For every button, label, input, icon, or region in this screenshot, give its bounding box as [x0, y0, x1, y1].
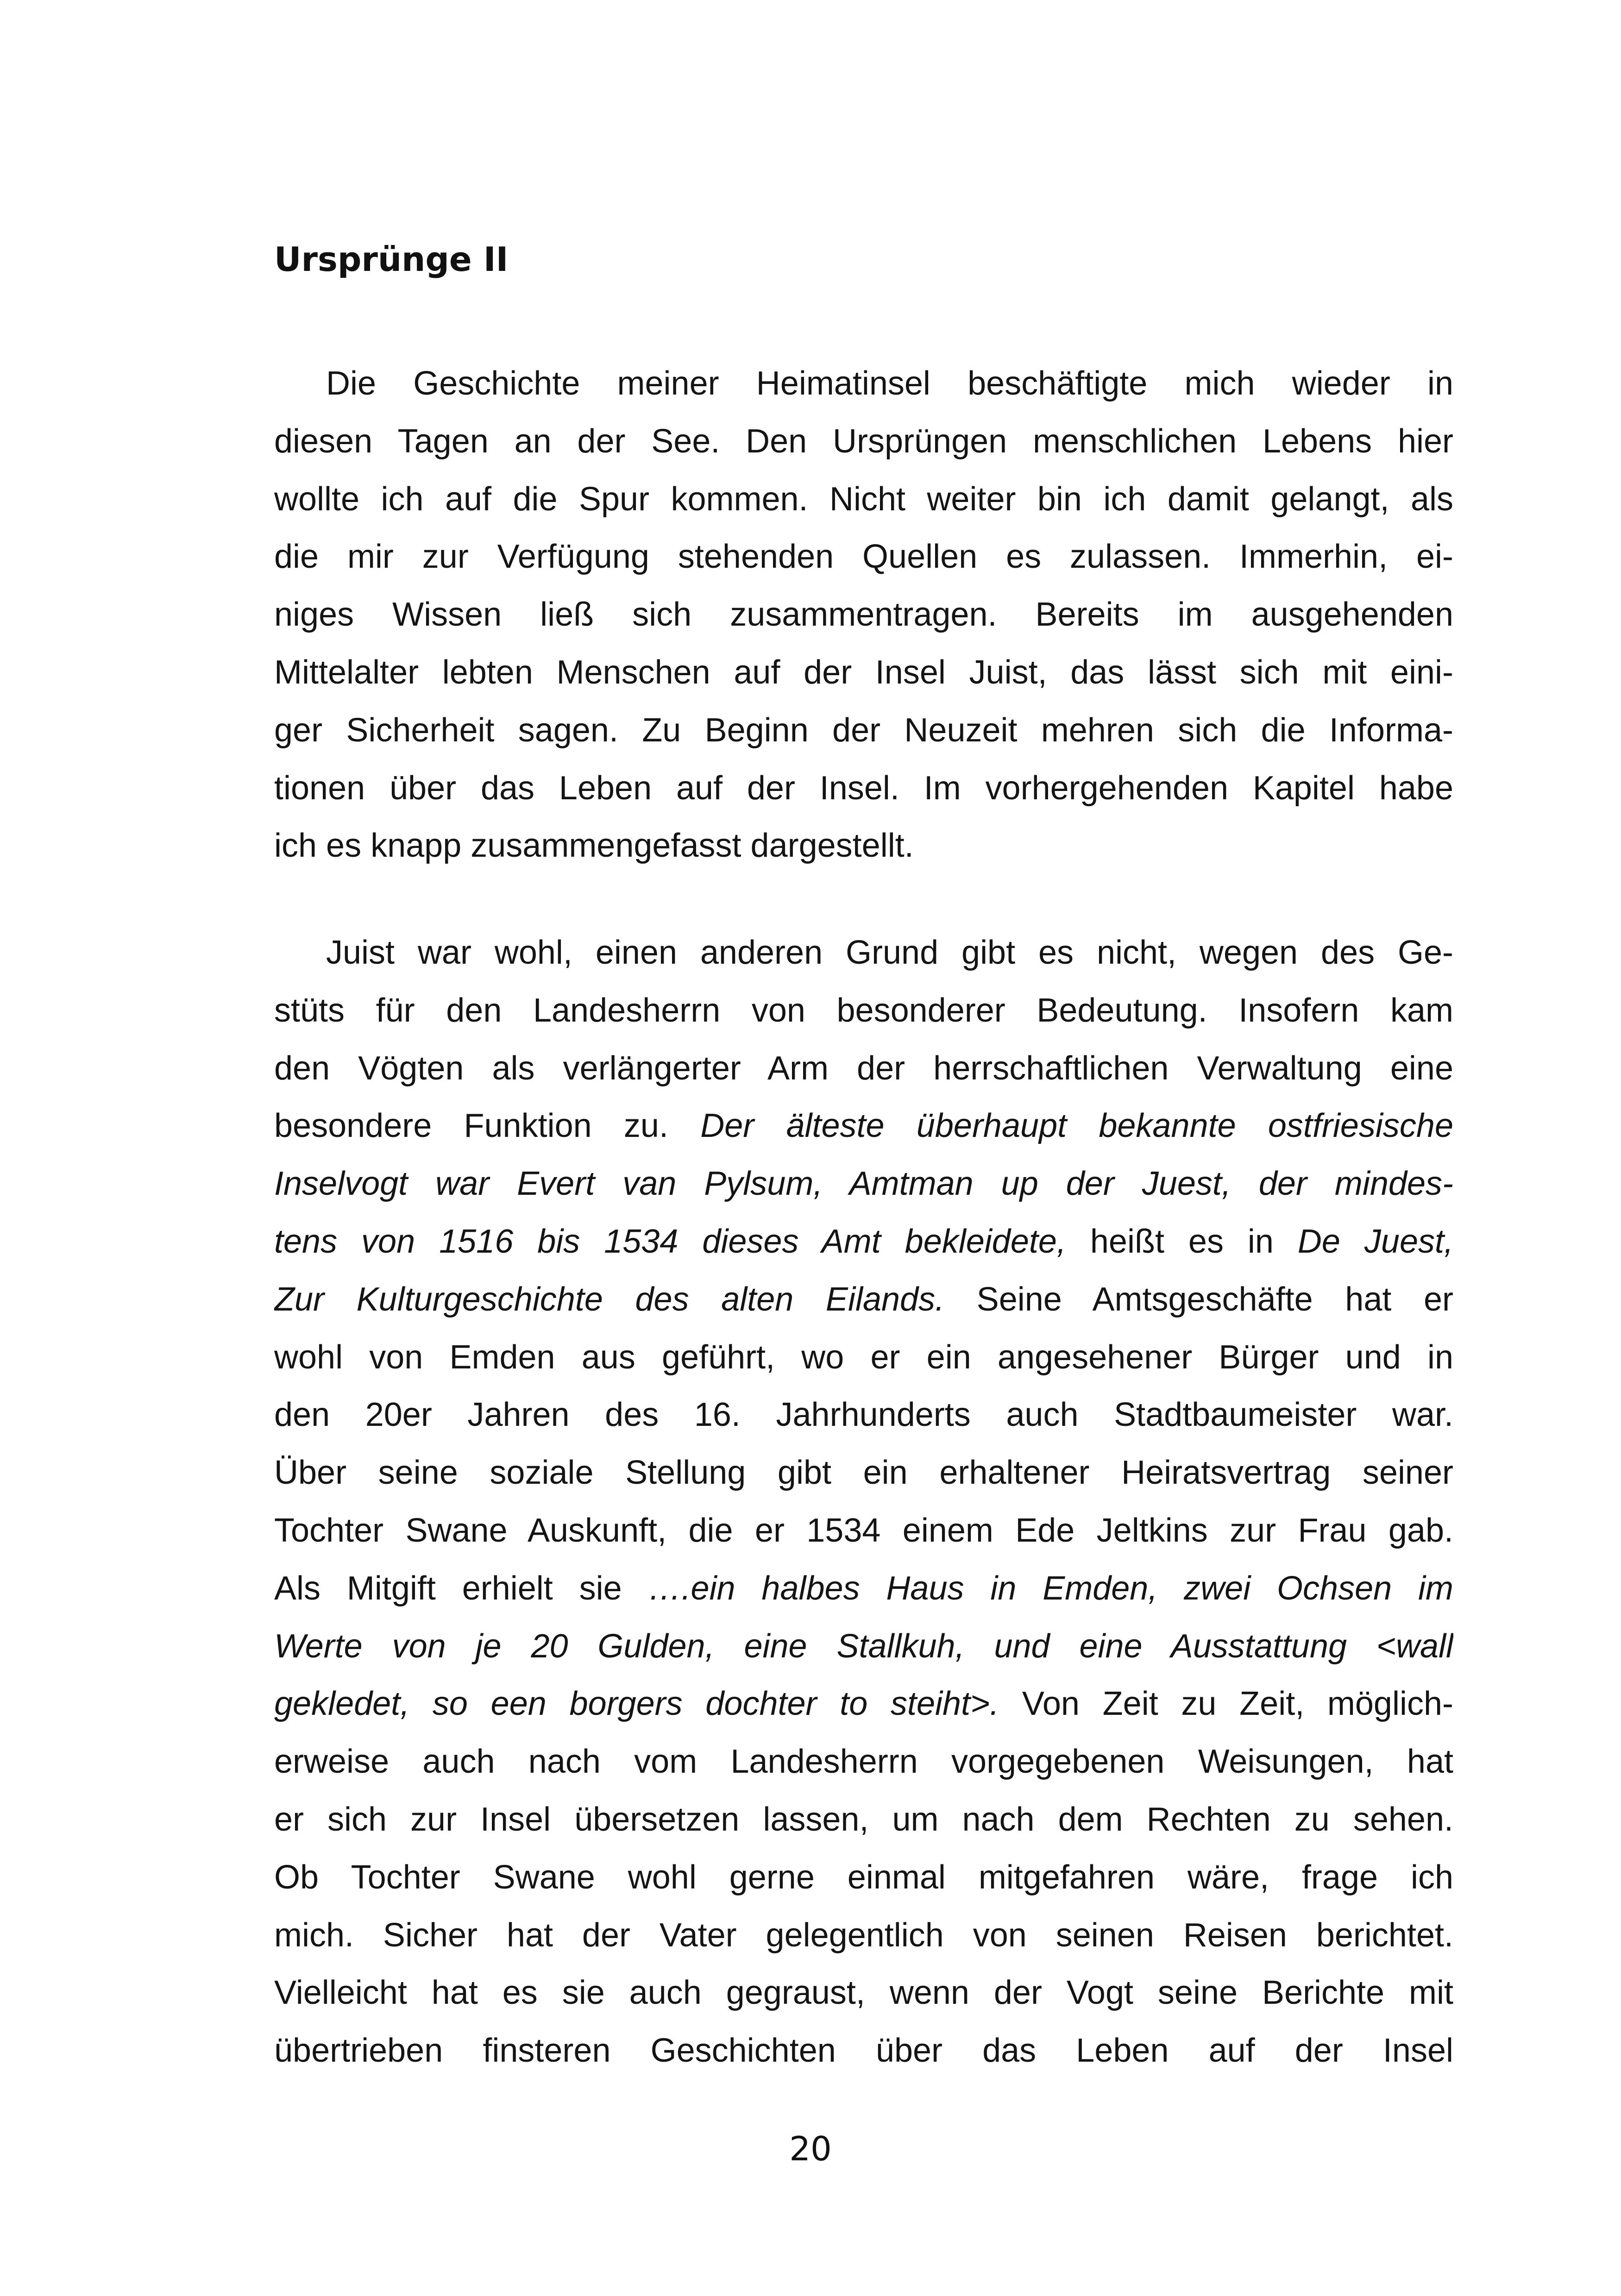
paragraph-2: [274, 924, 1453, 2080]
text-line: die mir zur Verfügung stehenden Quellen es zulassen. Immerhin, ei-: [274, 538, 1453, 576]
book-title: De Juest,: [1297, 1223, 1453, 1260]
text-line: [274, 1271, 1453, 1329]
text-line: Tochter Swane Auskunft, die er 1534 einem Ede Jeltkins zur Frau gab.: [274, 1512, 1453, 1549]
text-line: Vielleicht hat es sie auch gegraust, wenn der Vogt seine Berichte mit: [274, 1974, 1453, 2012]
text-run: heißt es in: [1066, 1223, 1298, 1260]
text-line: [274, 1618, 1453, 1675]
text-line: er sich zur Insel übersetzen lassen, um nach dem Rechten zu sehen.: [274, 1800, 1453, 1838]
text-run: Seine Amtsgeschäfte hat er: [944, 1280, 1453, 1318]
text-line: wohl von Emden aus geführt, wo er ein angesehener Bürger und in: [274, 1338, 1453, 1376]
text-line: tionen über das Leben auf der Insel. Im vorhergehenden Kapitel habe: [274, 769, 1453, 807]
text-line: Ob Tochter Swane wohl gerne einmal mitgefahren wäre, frage ich: [274, 1858, 1453, 1896]
text-line: übertrieben finsteren Geschichten über das Leben auf der Insel: [274, 2032, 1453, 2070]
quote-text: Werte von je 20 Gulden, eine Stallkuh, und eine Ausstattung <wall: [274, 1627, 1453, 1665]
text-line: Über seine soziale Stellung gibt ein erhaltener Heiratsvertrag seiner: [274, 1454, 1453, 1492]
quote-text: gekledet, so een borgers dochter to steiht>.: [274, 1685, 999, 1723]
text-line: diesen Tagen an der See. Den Ursprüngen menschlichen Lebens hier: [274, 422, 1453, 460]
quote-text: ….ein halbes Haus in Emden, zwei Ochsen im: [648, 1569, 1453, 1607]
text-line: [274, 1097, 1453, 1155]
text-line: Juist war wohl, einen anderen Grund gibt es nicht, wegen des Ge-: [326, 934, 1453, 971]
text-line: ger Sicherheit sagen. Zu Beginn der Neuzeit mehren sich die Informa-: [274, 711, 1453, 749]
quote-text: tens von 1516 bis 1534 dieses Amt bekleidete,: [274, 1223, 1066, 1260]
text-line: Die Geschichte meiner Heimatinsel beschäftigte mich wieder in: [326, 365, 1453, 402]
text-line: [274, 1675, 1453, 1733]
quote-text: Der älteste überhaupt bekannte ostfriesische: [700, 1107, 1453, 1145]
paragraph-1: [274, 355, 1453, 875]
quote-text: Inselvogt war Evert van Pylsum, Amtman up der Juest, der mindes-: [274, 1165, 1453, 1203]
page-number: 20: [789, 2129, 832, 2168]
text-run: besondere Funktion zu.: [274, 1107, 701, 1145]
book-title: Zur Kulturgeschichte des alten Eilands.: [274, 1280, 945, 1318]
text-line: [274, 1560, 1453, 1618]
text-line: mich. Sicher hat der Vater gelegentlich von seinen Reisen berichtet.: [274, 1916, 1453, 1954]
text-line: niges Wissen ließ sich zusammentragen. Bereits im ausgehenden: [274, 596, 1453, 634]
text-line: [274, 1213, 1453, 1271]
text-run: Als Mitgift erhielt sie: [274, 1569, 648, 1607]
chapter-heading: Ursprünge II: [274, 240, 509, 279]
text-line: ich es knapp zusammengefasst dargestellt.: [274, 827, 914, 865]
text-line: [274, 1155, 1453, 1213]
text-line: wollte ich auf die Spur kommen. Nicht weiter bin ich damit gelangt, als: [274, 480, 1453, 518]
text-line: erweise auch nach vom Landesherrn vorgegebenen Weisungen, hat: [274, 1743, 1453, 1781]
text-line: stüts für den Landesherrn von besonderer Bedeutung. Insofern kam: [274, 991, 1453, 1029]
text-line: den Vögten als verlängerter Arm der herrschaftlichen Verwaltung eine: [274, 1049, 1453, 1087]
text-line: Mittelalter lebten Menschen auf der Insel Juist, das lässt sich mit eini-: [274, 653, 1453, 691]
text-line: den 20er Jahren des 16. Jahrhunderts auch Stadtbaumeister war.: [274, 1396, 1453, 1434]
text-run: Von Zeit zu Zeit, möglich-: [999, 1685, 1453, 1723]
